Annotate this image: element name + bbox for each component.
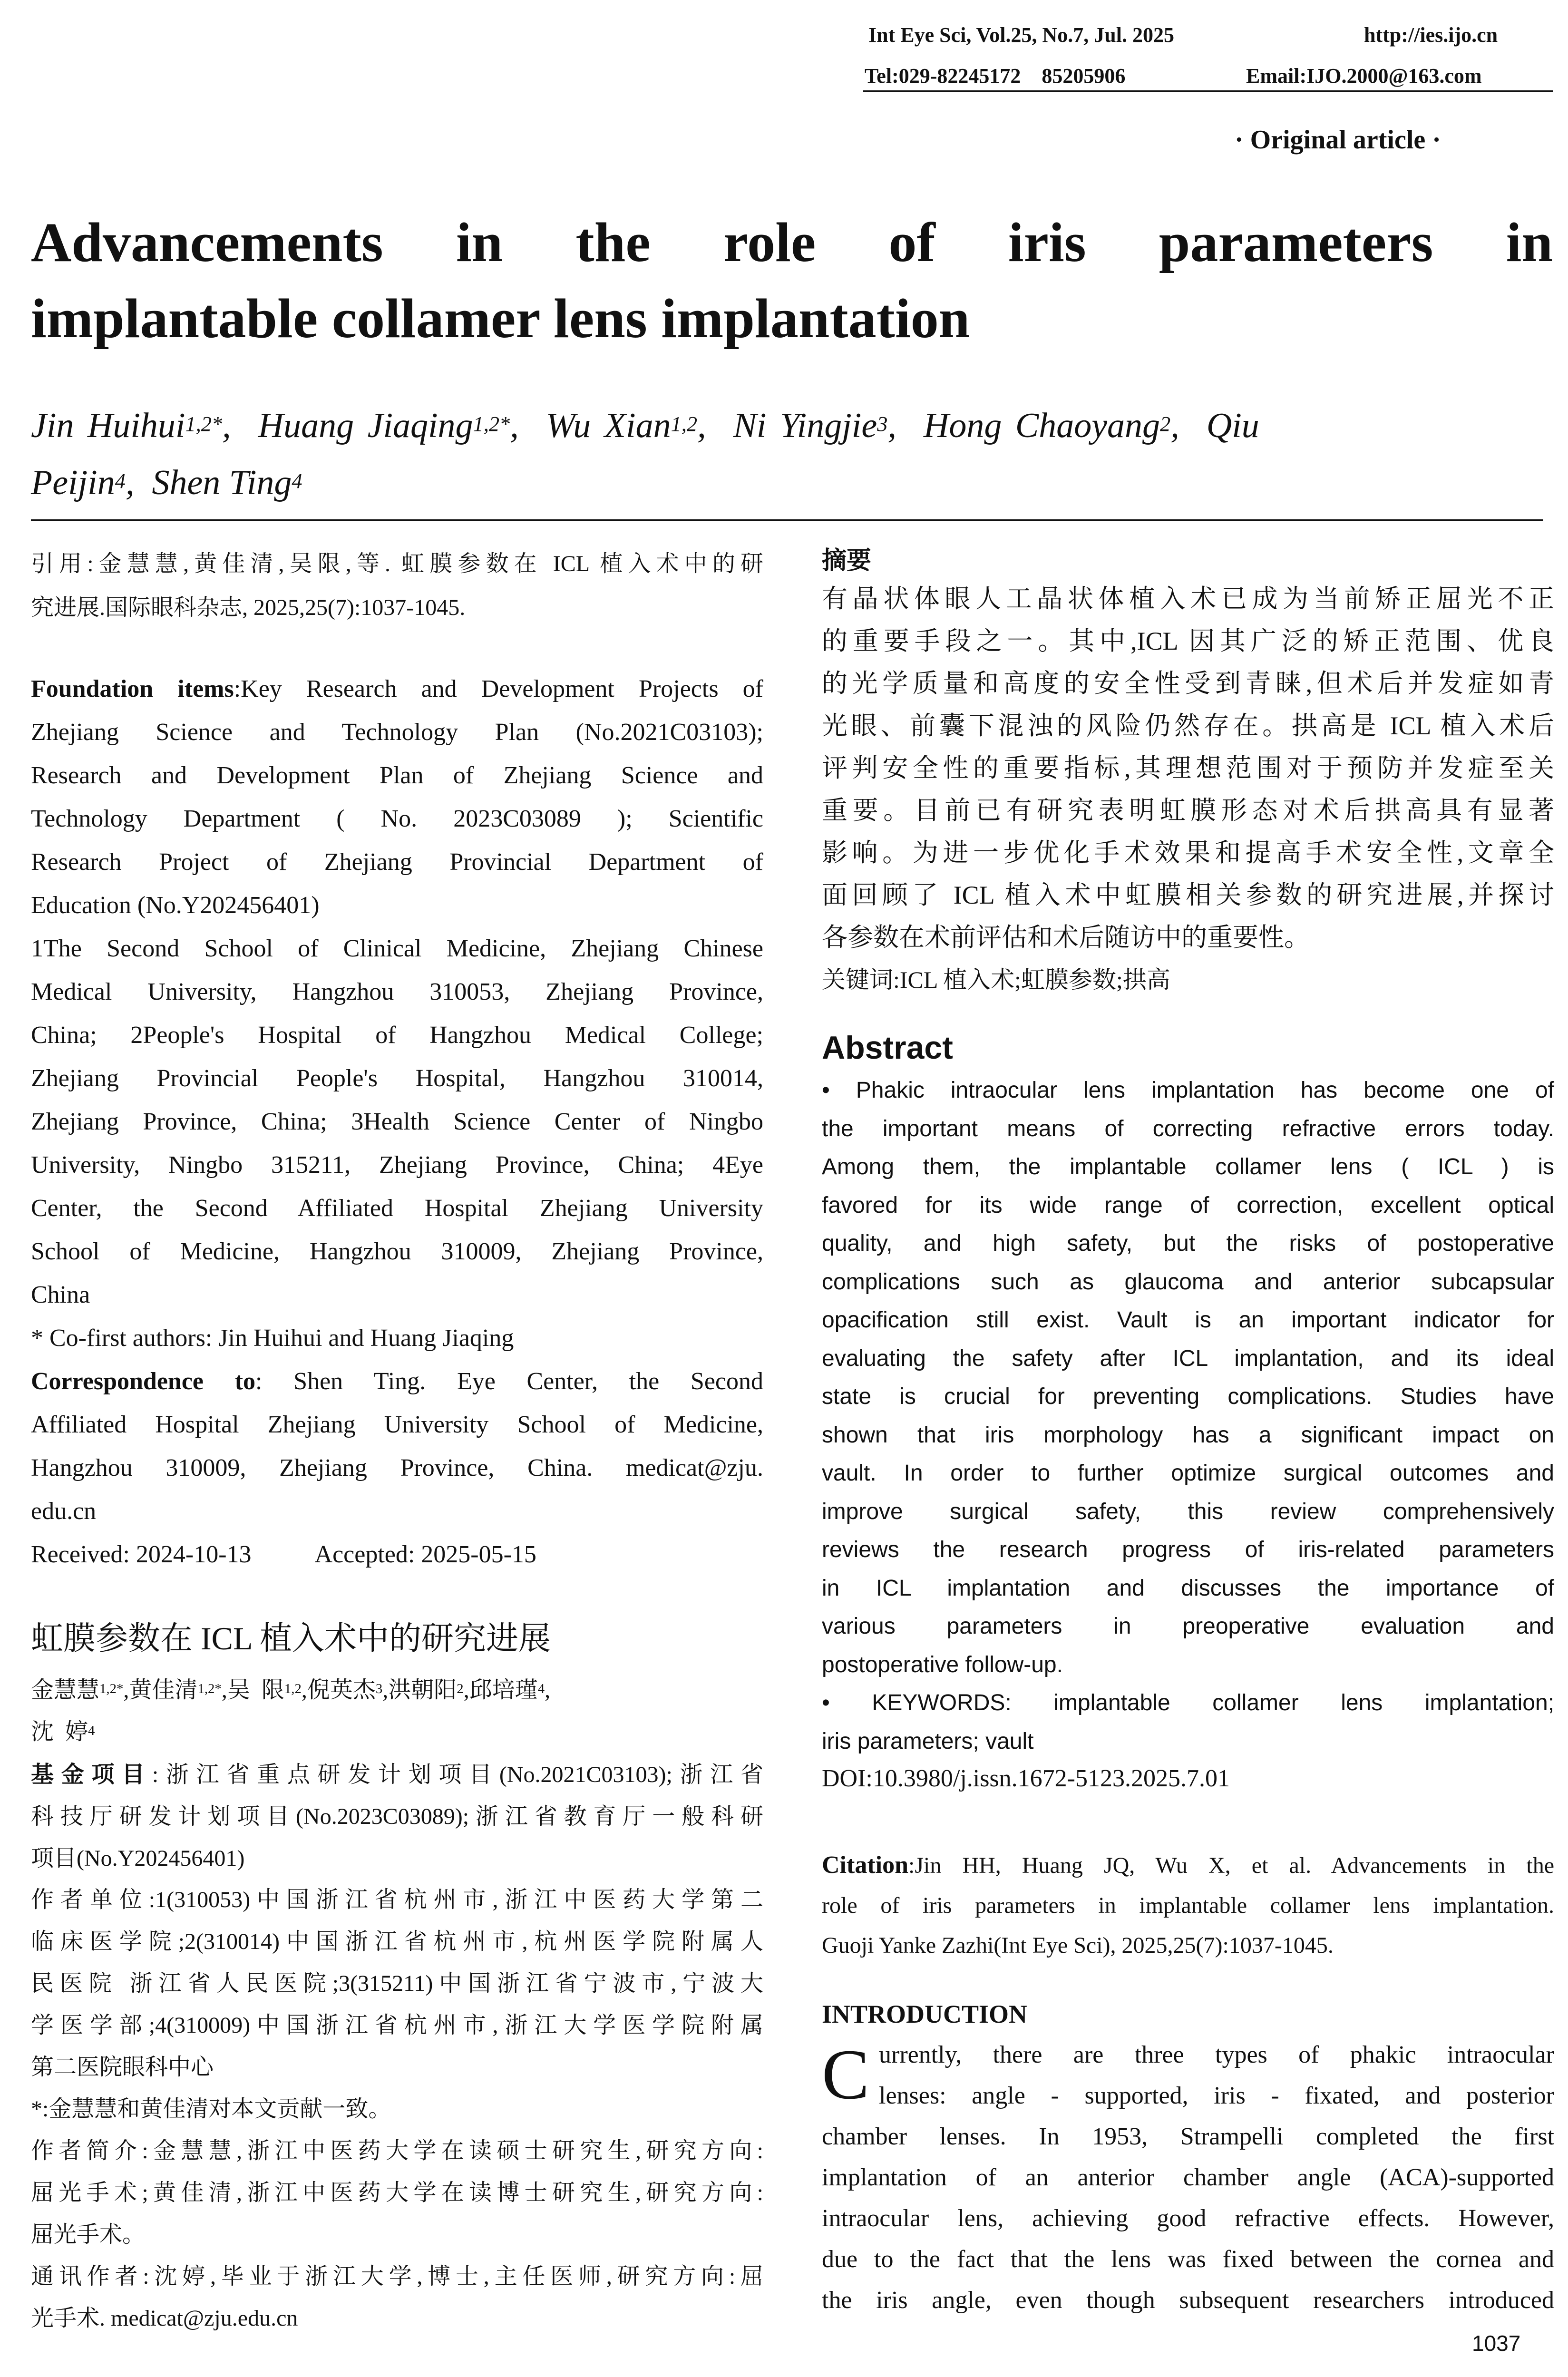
header-rule (863, 90, 1553, 92)
accepted-date: Accepted: 2025-05-15 (314, 1541, 536, 1568)
introduction-body: C urrently, there are three types of phakic intraocular lenses: angle - supported, iris - fixated, and posterior chamber lenses. In 1953, Strampelli completed the first implantation of an anterior chamber angle (ACA)-supported intraocular lens, achieving good refractive effects. However, due to the fact that the lens was fixed between the cornea and the iris angle, even though subsequent researchers introduced (822, 2035, 1554, 2314)
received-date: Received: 2024-10-13 (31, 1541, 252, 1568)
introduction-title: INTRODUCTION (822, 2000, 1028, 2028)
cn-title: 虹膜参数在 ICL 植入术中的研究进展 (31, 1620, 551, 1656)
cn-abstract: 有晶状体眼人工晶状体植入术已成为当前矫正屈光不正 的重要手段之一。其中,ICL 因其广泛的矫正范围、优良 的光学质量和高度的安全性受到青睐,但术后并发症如青 光眼、前囊下混浊的风险仍然存在。拱高是 ICL 植入术后 评判安全性的重要指标,其理想范围对于预防并发症至关 重要。目前已有研究表明虹膜形态对术后拱高具有显著 影响。为进一步优化手术效果和提高手术安全性,文章全 面回顾了 ICL 植入术中虹膜相关参数的研究进展,并探讨 各参数在术前评估和术后随访中的重要性。 关键词:ICL 植入术;虹膜参数;拱高 (822, 585, 1554, 993)
correspondence: Correspondence to: Shen Ting. Eye Center, the Second Affiliated Hospital Zhejiang University School of Medicine, Hangzhou 310009, Zhejiang Province, China. medicat@zju. edu.cn (31, 1368, 763, 1525)
abstract-body: • Phakic intraocular lens implantation has become one of the important means of correcting refractive errors today. Among them, the implantable collamer lens ( ICL ) is favored for its wide range of correction, excellent optical quality, and high safety, but the risks of postoperative complications such as glaucoma and anterior subcapsular opacification still exist. Vault is an important indicator for evaluating the safety after ICL implantation, and its ideal state is crucial for preventing complications. Studies have shown that iris morphology has a significant impact on vault. In order to further optimize surgical outcomes and improve surgical safety, this review comprehensively reviews the research progress of iris-related parameters in ICL implantation and discusses the importance of various parameters in preoperative evaluation and postoperative follow-up. • KEYWORDS: implantable collamer lens implantation; iris parameters; vault (822, 1078, 1554, 1754)
doi[interactable]: DOI:10.3980/j.issn.1672-5123.2025.7.01 (822, 1765, 1230, 1792)
page-number: 1037 (1472, 2331, 1521, 2356)
journal-citation: Int Eye Sci, Vol.25, No.7, Jul. 2025 (868, 23, 1174, 47)
authors-line-2: Peijin$^4$, Shen Ting$^4$ (31, 463, 302, 502)
cn-citation: 引用:金慧慧,黄佳清,吴限,等. 虹膜参数在 ICL 植入术中的研 究进展.国际眼科杂志, 2025,25(7):1037-1045. (31, 551, 763, 620)
abstract-title: Abstract (822, 1030, 953, 1066)
article-title: Advancements in the role of iris parameters in implantable collamer lens implantation (31, 211, 1553, 350)
cn-authors: 金慧慧$^{1,2*}$,黄佳清$^{1,2*}$,吴 限$^{1,2}$,倪英杰$^3$,洪朝阳$^2$,邱培瑾$^4$, 沈 婷$^4$ (31, 1677, 551, 1744)
cn-abstract-title: 摘要 (822, 547, 872, 575)
author-list (31, 397, 1553, 511)
article-type: · Original article · (1235, 125, 1441, 155)
journal-tel: Tel:029-82245172 85205906 (865, 64, 1126, 88)
citation: Citation:Jin HH, Huang JQ, Wu X, et al. Advancements in the role of iris parameters in implantable collamer lens implantation. Guoji Yanke Zazhi(Int Eye Sci), 2025,25(7):1037-1045. (822, 1851, 1554, 1958)
foundation-items: Foundation items:Key Research and Development Projects of Zhejiang Science and Technology Plan (No.2021C03103); Research and Development Plan of Zhejiang Science and Technology Department ( No. 2023C03089 ); Scientific Research Project of Zhejiang Provincial Department of Education (No.Y202456401) (31, 675, 763, 919)
drop-cap: C (822, 2035, 870, 2114)
affiliations: 1The Second School of Clinical Medicine, Zhejiang Chinese Medical University, Hangzhou 310053, Zhejiang Province, China; 2People's Hospital of Hangzhou Medical College; Zhejiang Provincial People's Hospital, Hangzhou 310014, Zhejiang Province, China; 3Health Science Center of Ningbo University, Ningbo 315211, Zhejiang Province, China; 4Eye Center, the Second Affiliated Hospital Zhejiang University School of Medicine, Hangzhou 310009, Zhejiang Province, China * Co-first authors: Jin Huihui and Huang Jiaqing (31, 935, 763, 1352)
authors-line-1: Jin Huihui$^{1,2*}$, Huang Jiaqing$^{1,2*}$, Wu Xian$^{1,2}$, Ni Yingjie$^3$, Hong Chaoyang$^2$, Qiu (31, 406, 1259, 445)
keywords-line: • KEYWORDS: implantable collamer lens implantation; (822, 1690, 1554, 1715)
cn-affiliations: 作者单位:1(310053)中国浙江省杭州市,浙江中医药大学第二 临床医学院;2(310014)中国浙江省杭州市,杭州医学院附属人 民医院 浙江省人民医院;3(315211)中国浙江省宁波市,宁波大 学医学部;4(310009)中国浙江省杭州市,浙江大学医学院附属 第二医院眼科中心 *:金慧慧和黄佳清对本文贡献一致。 作者简介:金慧慧,浙江中医药大学在读硕士研究生,研究方向: 屈光手术;黄佳清,浙江中医药大学在读博士研究生,研究方向: 屈光手术。 通讯作者:沈婷,毕业于浙江大学,博士,主任医师,研究方向:屈 光手术. medicat@zju.edu.cn (31, 1887, 763, 2331)
title-rule (31, 519, 1543, 521)
journal-email[interactable]: Email:IJO.2000@163.com (1246, 64, 1482, 88)
dates (31, 1533, 763, 1576)
cn-foundation: 基金项目:浙江省重点研发计划项目(No.2021C03103);浙江省 科技厅研发计划项目(No.2023C03089);浙江省教育厅一般科研 项目(No.Y202456401) (31, 1762, 763, 1871)
journal-url[interactable]: http://ies.ijo.cn (1364, 23, 1498, 47)
